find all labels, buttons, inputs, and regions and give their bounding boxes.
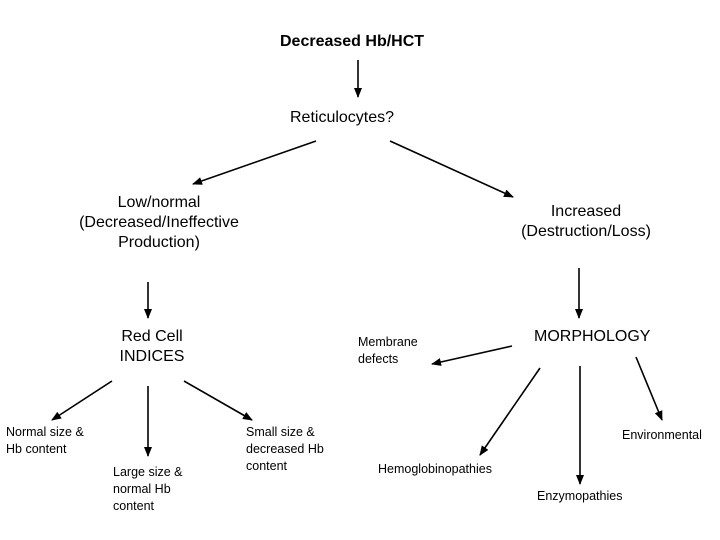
root-node: Decreased Hb/HCT [280,33,425,50]
large-size-node: Large size & normal Hb content [113,465,183,513]
enzymopathies-node: Enzymopathies [537,489,623,503]
arrow-reticulocytes-to-increased [390,141,513,197]
red-cell-indices-node: Red Cell INDICES [119,328,185,365]
morphology-node: MORPHOLOGY [534,328,651,345]
normal-size-node: Normal size & Hb content [6,425,84,456]
arrow-indices-to-normal-size [52,381,112,420]
environmental-node: Environmental [622,428,702,442]
arrow-indices-to-small-size [184,381,252,420]
reticulocytes-node: Reticulocytes? [290,109,395,126]
membrane-defects-node: Membrane defects [358,335,418,366]
low-normal-node: Low/normal (Decreased/Ineffective Production) [79,194,239,251]
small-size-node: Small size & decreased Hb content [246,425,324,473]
arrow-morphology-to-environmental [636,357,662,420]
arrow-morphology-to-membrane [432,346,512,364]
arrow-reticulocytes-to-low-normal [193,141,316,184]
hemoglobinopathies-node: Hemoglobinopathies [378,462,492,476]
increased-node: Increased (Destruction/Loss) [521,203,651,240]
arrow-morphology-to-hemoglobinopathies [480,368,540,455]
